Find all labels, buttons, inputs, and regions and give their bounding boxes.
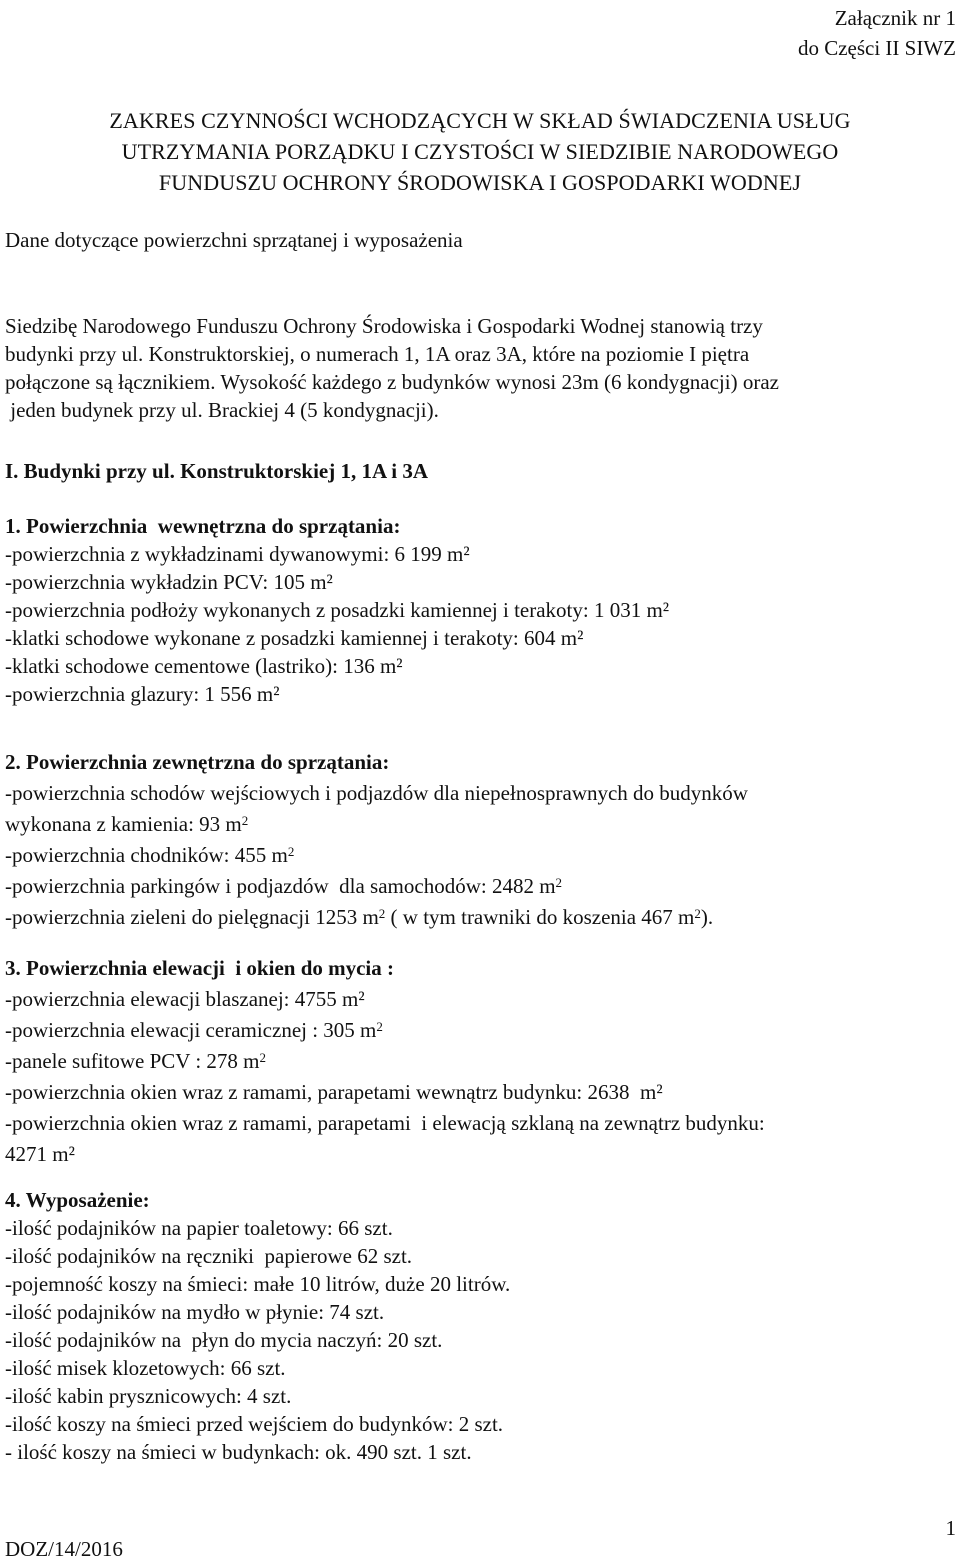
list-item: -powierzchnia schodów wejściowych i podjazdów dla niepełnosprawnych do budynków: [5, 781, 748, 805]
list-item-text: wykonana z kamienia: 93 m: [5, 812, 242, 836]
list-item-text: ).: [700, 905, 714, 929]
title-line: FUNDUSZU OCHRONY ŚRODOWISKA I GOSPODARKI WODNEJ: [158, 170, 802, 195]
section-2: [5, 748, 748, 931]
intro-line: Siedzibę Narodowego Funduszu Ochrony Środowiska i Gospodarki Wodnej stanowią trzy: [5, 314, 763, 338]
superscript: 2: [378, 906, 386, 921]
list-item: -ilość podajników na płyn do mycia naczyń: 20 szt.: [5, 1328, 443, 1352]
attachment-note: [798, 3, 956, 63]
section-3-heading: 3. Powierzchnia elewacji i okien do mycia :: [5, 956, 395, 980]
superscript: 2: [287, 844, 295, 859]
list-item-text: -powierzchnia parkingów i podjazdów dla samochodów: 2482 m: [5, 874, 556, 898]
list-item: -ilość podajników na mydło w płynie: 74 szt.: [5, 1300, 385, 1324]
title-line: UTRZYMANIA PORZĄDKU I CZYSTOŚCI W SIEDZIBIE NARODOWEGO: [121, 139, 839, 164]
intro-line: połączone są łącznikiem. Wysokość każdego z budynków wynosi 23m (6 kondygnacji) oraz: [5, 370, 779, 394]
section-2-heading: 2. Powierzchnia zewnętrzna do sprzątania:: [5, 750, 390, 774]
attachment-line-1: Załącznik nr 1: [834, 6, 956, 30]
section-heading: I. Budynki przy ul. Konstruktorskiej 1, 1A i 3A: [5, 459, 428, 483]
superscript: 2: [241, 813, 249, 828]
list-item-text: -powierzchnia zieleni do pielęgnacji 1253 m: [5, 905, 379, 929]
list-item: -ilość misek klozetowych: 66 szt.: [5, 1356, 286, 1380]
list-item: -ilość podajników na ręczniki papierowe 62 szt.: [5, 1244, 413, 1268]
list-item: [5, 903, 748, 931]
subtitle: Dane dotyczące powierzchni sprzątanej i wyposażenia: [5, 228, 463, 252]
list-item-text: -powierzchnia chodników: 455 m: [5, 843, 288, 867]
list-item: -pojemność koszy na śmieci: małe 10 litrów, duże 20 litrów.: [5, 1272, 511, 1296]
superscript: 2: [259, 1050, 267, 1065]
attachment-line-2: do Części II SIWZ: [797, 36, 956, 60]
section-4-heading: 4. Wyposażenie:: [5, 1188, 150, 1212]
superscript: 2: [376, 1019, 383, 1034]
list-item: -powierzchnia z wykładzinami dywanowymi: 6 199 m²: [5, 542, 470, 566]
list-item: -powierzchnia podłoży wykonanych z posadzki kamiennej i terakoty: 1 031 m²: [5, 598, 670, 622]
list-item: -ilość podajników na papier toaletowy: 66 szt.: [5, 1216, 393, 1240]
list-item: - ilość koszy na śmieci w budynkach: ok. 490 szt. 1 szt.: [5, 1440, 472, 1464]
section-4: [5, 1186, 510, 1466]
section-3: [5, 954, 765, 1168]
list-item: -ilość kabin prysznicowych: 4 szt.: [5, 1384, 292, 1408]
list-item: -powierzchnia okien wraz z ramami, parapetami wewnątrz budynku: 2638 m²: [5, 1080, 663, 1104]
document-code: DOZ/14/2016: [5, 1537, 123, 1561]
list-item: [5, 1016, 765, 1044]
list-item: -powierzchnia okien wraz z ramami, parapetami i elewacją szklaną na zewnątrz budynku:: [5, 1111, 765, 1135]
list-item: -ilość koszy na śmieci przed wejściem do budynków: 2 szt.: [5, 1412, 504, 1436]
list-item-text: -panele sufitowe PCV : 278 m: [5, 1049, 260, 1073]
list-item: -powierzchnia wykładzin PCV: 105 m²: [5, 570, 333, 594]
list-item: [5, 872, 748, 900]
list-item: -klatki schodowe wykonane z posadzki kamiennej i terakoty: 604 m²: [5, 626, 584, 650]
list-item: [5, 841, 748, 869]
intro-line: jeden budynek przy ul. Brackiej 4 (5 kondygnacji).: [5, 398, 439, 422]
title-line: ZAKRES CZYNNOŚCI WCHODZĄCYCH W SKŁAD ŚWIADCZENIA USŁUG: [109, 108, 851, 133]
intro-line: budynki przy ul. Konstruktorskiej, o numerach 1, 1A oraz 3A, które na poziomie I piętra: [5, 342, 750, 366]
page-number: 1: [945, 1516, 956, 1540]
section-1-heading: 1. Powierzchnia wewnętrzna do sprzątania:: [5, 514, 401, 538]
list-item-text: ( w tym trawniki do koszenia 467 m: [385, 905, 695, 929]
section-1: [5, 512, 669, 708]
list-item: -klatki schodowe cementowe (lastriko): 136 m²: [5, 654, 403, 678]
superscript: 2: [694, 906, 701, 921]
list-item: -powierzchnia elewacji blaszanej: 4755 m²: [5, 987, 365, 1011]
intro-paragraph: [5, 312, 779, 424]
document-title: [0, 105, 960, 198]
list-item: [5, 1047, 765, 1075]
list-item: 4271 m²: [5, 1142, 75, 1166]
list-item-text: -powierzchnia elewacji ceramicznej : 305 m: [5, 1018, 377, 1042]
list-item: [5, 810, 748, 838]
superscript: 2: [555, 875, 563, 890]
list-item: -powierzchnia glazury: 1 556 m²: [5, 682, 280, 706]
